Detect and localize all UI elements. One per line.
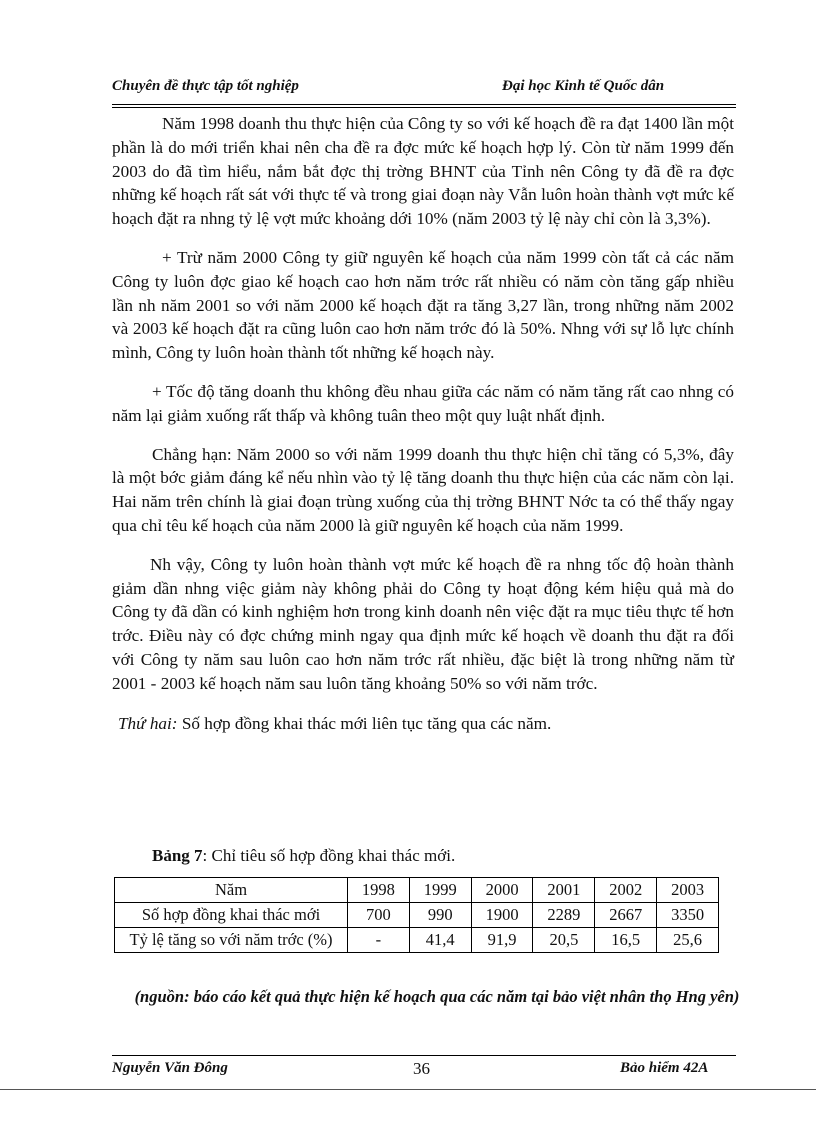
thu-hai-label: Thứ hai: [118, 713, 178, 733]
page-number: 36 [413, 1059, 430, 1078]
table-header-cell: 2002 [595, 878, 657, 903]
table-cell: 41,4 [409, 928, 471, 953]
body-text [112, 112, 734, 735]
table-source-note: (nguồn: báo cáo kết quả thực hiện kế hoạch qua các năm tại bảo việt nhân thọ Hng yên) [134, 987, 740, 1006]
table-caption [152, 846, 455, 866]
table-cell: Số hợp đồng khai thác mới [115, 903, 348, 928]
table-cell: 1900 [471, 903, 533, 928]
header-divider [112, 104, 736, 105]
table-cell: 990 [409, 903, 471, 928]
footer-divider [112, 1055, 736, 1056]
table-row [115, 903, 719, 928]
table-cell: 91,9 [471, 928, 533, 953]
table-header-cell: 1999 [409, 878, 471, 903]
table-cell: 20,5 [533, 928, 595, 953]
header-divider-thin [112, 107, 736, 108]
footer-author: Nguyễn Văn Đông [112, 1060, 228, 1076]
thu-hai-line [112, 712, 734, 736]
table-header-cell: Năm [115, 878, 348, 903]
table-header-cell: 2001 [533, 878, 595, 903]
table-header-cell: 2000 [471, 878, 533, 903]
paragraph-3: + Tốc độ tăng doanh thu không đều nhau giữa các năm có năm tăng rất cao nhng có năm lại giảm xuống rất thấp và không tuân theo một quy luật nhất định. [112, 381, 734, 425]
header-left-title: Chuyên đề thực tập tốt nghiệp [112, 78, 299, 94]
table-caption-label: Bảng 7 [152, 846, 203, 865]
table-cell: Tỷ lệ tăng so với năm trớc (%) [115, 928, 348, 953]
table-row [115, 928, 719, 953]
paragraph-4: Chẳng hạn: Năm 2000 so với năm 1999 doanh thu thực hiện chỉ tăng có 5,3%, đây là một bớc giảm đáng kể nếu nhìn vào tỷ lệ tăng doanh thu thực hiện của các năm còn lại. Hai năm trên chính là giai đoạn trùng xuống của thị trờng BHNT Nớc ta có thể thấy ngay qua chỉ têu kế hoạch của năm 2000 là giữ nguyên kế hoạch của năm 1999. [112, 444, 734, 535]
table-cell: 700 [348, 903, 410, 928]
contracts-table [114, 877, 719, 953]
footer-class: Bảo hiểm 42A [620, 1060, 709, 1076]
table-header-cell: 1998 [348, 878, 410, 903]
paragraph-5: Nh vậy, Công ty luôn hoàn thành vợt mức kế hoạch đề ra nhng tốc độ hoàn thành giảm dần nhng việc giảm này không phải do Công ty hoạt động kém hiệu quả mà do Công ty đã dần có kinh nghiệm hơn trong kinh doanh nên việc đặt ra mục tiêu thực tế hơn trớc. Điều này có đợc chứng minh ngay qua định mức kế hoạch về doanh thu đặt ra đối với Công ty năm sau luôn cao hơn năm trớc rất nhiều, đặc biệt là trong những năm từ 2001 - 2003 kế hoạch năm sau luôn tăng khoảng 50% so với năm trớc. [112, 554, 734, 693]
table-cell: 2289 [533, 903, 595, 928]
paragraph-2: + Trừ năm 2000 Công ty giữ nguyên kế hoạch của năm 1999 còn tất cả các năm Công ty luôn đợc giao kế hoạch cao hơn năm trớc rất nhiều có năm còn tăng gấp nhiều lần nh năm 2001 so với năm 2000 kế hoạch đặt ra tăng 3,27 lần, trong những năm 2002 và 2003 kế hoạch đặt ra cũng luôn cao hơn năm trớc đó là 50%. Nhng với sự lỗ lực chính mình, Công ty luôn hoàn thành tốt những kế hoạch này. [112, 247, 734, 363]
thu-hai-text: Số hợp đồng khai thác mới liên tục tăng qua các năm. [177, 713, 552, 733]
header-right-title: Đại học Kinh tế Quốc dân [502, 78, 665, 94]
paragraph-1: Năm 1998 doanh thu thực hiện của Công ty so với kế hoạch đề ra đạt 1400 lần một phần là do mới triển khai nên cha đề ra đợc mức kế hoạch hợp lý. Còn từ năm 1999 đến 2003 do đã tìm hiểu, nắm bắt đợc thị trờng BHNT của Tỉnh nên Công ty đã đề ra đợc những kế hoạch rất sát với thực tế và trong giai đoạn này Vẫn luôn hoàn thành vợt mức kế hoạch đặt ra nhng tỷ lệ vợt mức khoảng dới 10% (năm 2003 tỷ lệ này chỉ còn là 3,3%). [112, 114, 734, 229]
table-cell: 25,6 [657, 928, 719, 953]
table-cell: 3350 [657, 903, 719, 928]
table-cell: - [348, 928, 410, 953]
table-cell: 16,5 [595, 928, 657, 953]
page-bottom-divider [0, 1089, 816, 1090]
table-caption-text: : Chỉ tiêu số hợp đồng khai thác mới. [202, 846, 456, 865]
table-cell: 2667 [595, 903, 657, 928]
table-header-cell: 2003 [657, 878, 719, 903]
table-header-row [115, 878, 719, 903]
